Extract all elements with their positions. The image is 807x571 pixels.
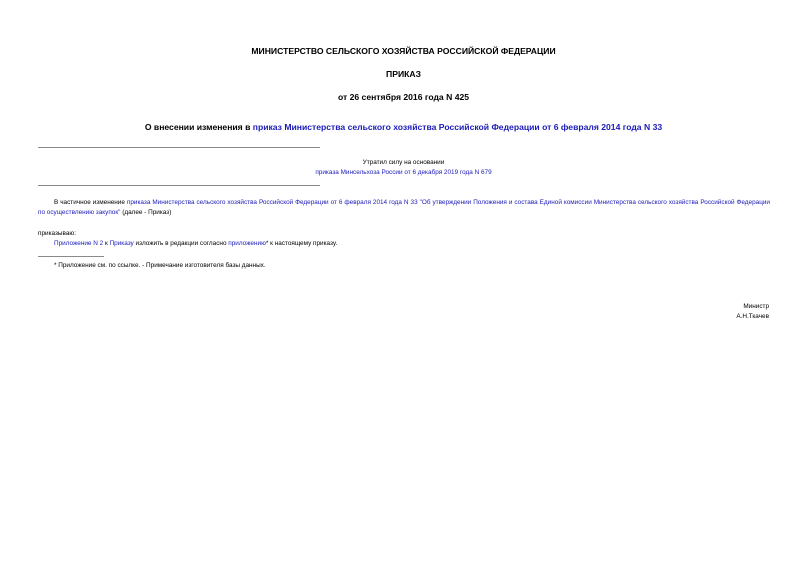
footnote-text: * Приложение см. по ссылке. - Примечание изготовителя базы данных. — [54, 262, 266, 269]
status-top-divider — [38, 147, 320, 148]
footnote-divider — [38, 256, 104, 257]
appendix-link[interactable]: Приложение N 2 — [54, 240, 104, 247]
intro-order-link[interactable]: приказа Министерства сельского хозяйства Российской Федерации от 6 февраля 2014 года N 33 "Об утверждении Положения и состава Единой комиссии Министерства сельского хозяйства Российской Федерации по осуществлению закупок" — [38, 199, 770, 216]
order-date-number: от 26 сентября 2016 года N 425 — [337, 92, 470, 102]
intro-text: В частичное изменение — [54, 199, 127, 206]
document-title — [0, 122, 807, 132]
annex-link[interactable]: приложению — [228, 240, 266, 247]
intro-tail: (далее - Приказ) — [120, 209, 172, 216]
item-text-2: изложить в редакции согласно — [133, 240, 229, 247]
title-amended-order-link[interactable]: приказ Министерства сельского хозяйства Российской Федерации от 6 февраля 2014 года N 33 — [252, 122, 663, 132]
ministry-heading: МИНИСТЕРСТВО СЕЛЬСКОГО ХОЗЯЙСТВА РОССИЙСКОЙ ФЕДЕРАЦИИ — [251, 46, 556, 56]
order-heading: ПРИКАЗ — [386, 69, 421, 79]
order-item — [54, 239, 337, 249]
item-text-3: * к настоящему приказу. — [265, 240, 338, 247]
status-bottom-divider — [38, 185, 320, 186]
order-word: приказываю: — [38, 230, 76, 237]
item-text-1: к — [103, 240, 110, 247]
intro-paragraph — [38, 198, 770, 218]
signature-name: А.Н.Ткачев — [736, 313, 769, 320]
status-note-line1: Утратил силу на основании — [362, 159, 445, 166]
signature-position: Министр — [743, 303, 769, 310]
status-note-repeal-link[interactable]: приказа Минсельхоза России от 6 декабря 2019 года N 679 — [315, 169, 492, 176]
title-prefix: О внесении изменения в — [144, 122, 253, 132]
order-link[interactable]: Приказу — [109, 240, 134, 247]
